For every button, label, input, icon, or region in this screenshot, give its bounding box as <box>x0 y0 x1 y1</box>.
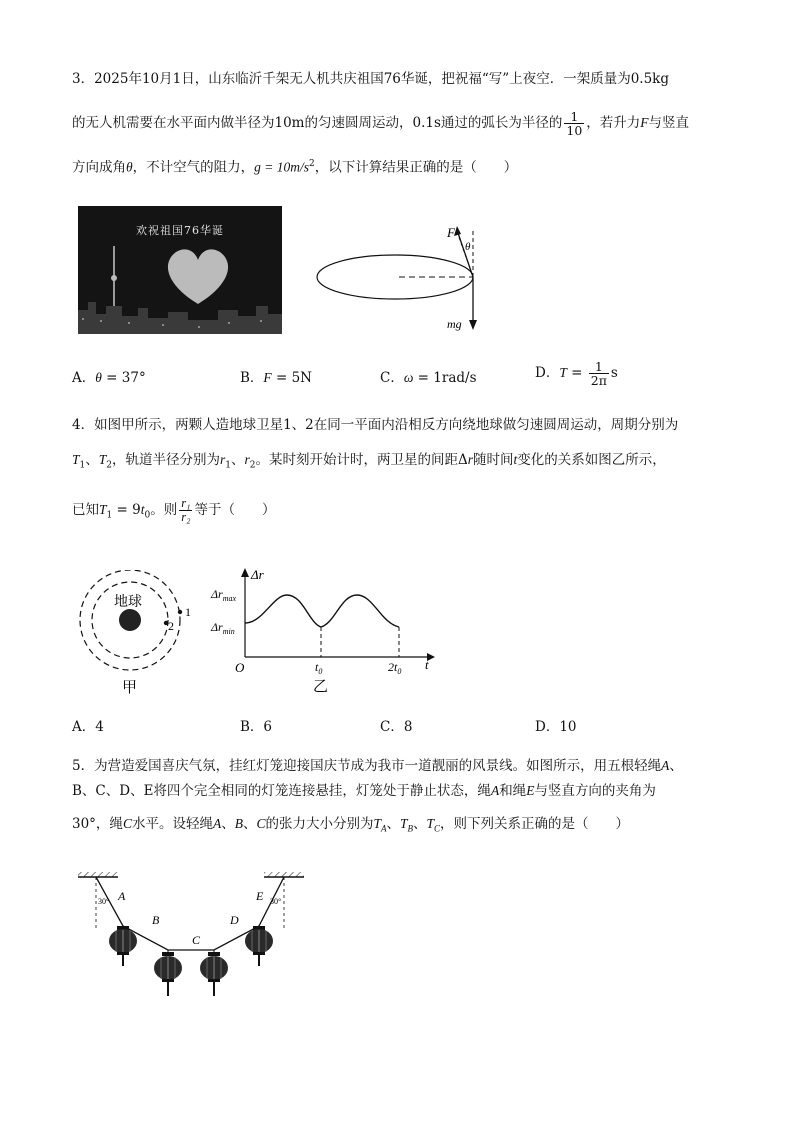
label-mg: mg <box>447 317 462 331</box>
sep: 、 <box>231 452 245 468</box>
q4-r1-sub: 1 <box>225 460 231 471</box>
earth-icon <box>119 609 141 631</box>
q5-rope-C3: C <box>256 816 266 831</box>
option-letter: C． <box>380 370 404 386</box>
q3-var-theta: θ <box>126 159 133 175</box>
earth-label: 地球 <box>114 595 142 610</box>
q3-text-3a: 方向成角 <box>72 159 126 176</box>
q3-text-3b: ，不计空气的阻力， <box>132 159 255 176</box>
satellite-1-dot <box>178 610 182 614</box>
q3-text-2c: 与竖直 <box>648 115 690 131</box>
q3-text-2b: ，若升力 <box>586 115 641 131</box>
q5-text-1: 5．为营造爱国喜庆气氛，挂红灯笼迎接国庆节成为我市一道靓丽的风景线。如图所示，用五根轻绳 <box>72 758 662 774</box>
q3-text-3c: ，以下计算结果正确的是（ ） <box>314 159 518 176</box>
q4-text-3a: 已知 <box>72 502 99 518</box>
option-value: = 37° <box>101 370 146 386</box>
q3-line-3 <box>72 155 517 177</box>
q3-option-b[interactable] <box>240 369 312 387</box>
q4-text-3b: 。则 <box>150 502 178 518</box>
q4-T2-sub: 2 <box>106 460 112 471</box>
q4-var-t: t <box>513 452 518 467</box>
q3-force-diagram <box>315 220 495 335</box>
frac-num: 1 <box>589 360 609 374</box>
x-t0-label: $t_0$ <box>315 660 323 676</box>
rope-label-D: D <box>230 913 239 927</box>
q5-TC: T <box>426 816 435 831</box>
q4-r2: r <box>244 452 250 467</box>
q3-option-c[interactable] <box>380 369 477 387</box>
q5-rope-E2: E <box>526 783 535 798</box>
q5-text-3c: 的张力大小分别为 <box>265 816 374 832</box>
option-var: F <box>263 370 272 385</box>
option-eq: = <box>566 365 587 381</box>
q5-TB: T <box>399 816 408 831</box>
option-unit: s <box>610 365 618 381</box>
q3-frac-numerator: 1 <box>564 110 584 124</box>
q5-text-3a: 30°，绳 <box>72 816 123 832</box>
q4-text-2b: 。某时刻开始计时，两卫星的间距Δ <box>255 452 468 468</box>
q4-option-c[interactable]: C．8 <box>380 719 413 735</box>
sep: 、 <box>85 452 99 468</box>
q4-T1: T <box>72 452 80 467</box>
q3-option-d[interactable] <box>535 360 618 387</box>
q4-option-a[interactable]: A．4 <box>72 719 104 735</box>
q4-option-b[interactable]: B．6 <box>240 719 273 735</box>
q4-cond-t0: t <box>140 502 145 517</box>
orbit-figure-jia <box>72 570 202 695</box>
q4-var-r: r <box>467 452 474 467</box>
rope-label-B: B <box>152 913 160 927</box>
q4-line-3 <box>72 497 275 525</box>
q4-cond-t0-sub: 0 <box>144 510 151 521</box>
q4-T1-sub: 1 <box>79 460 86 471</box>
q4-ratio-fraction <box>179 497 192 524</box>
q4-text-3c: 等于（ ） <box>194 502 276 518</box>
q3-text-1: 3．2025年10月1日，山东临沂千架无人机共庆祖国76华诞，把祝福“写”上夜空．一架质量为0.5kg <box>72 71 669 87</box>
sep: 、 <box>386 816 400 832</box>
sep: 、 <box>413 816 427 832</box>
q4-text-2c: 随时间 <box>473 452 514 468</box>
option-letter: D． <box>535 365 560 381</box>
x-axis-label: t <box>425 657 429 672</box>
q5-TB-sub: B <box>407 823 413 834</box>
q4-text-2a: ，轨道半径分别为 <box>112 452 220 468</box>
lantern-icon <box>200 952 228 996</box>
option-var: T <box>559 365 567 380</box>
q5-text-2b: 和绳 <box>499 783 527 799</box>
q4-T2: T <box>98 452 107 467</box>
q4-line-1 <box>72 416 678 434</box>
q3-line-1 <box>72 70 669 88</box>
figure-caption-yi: 乙 <box>313 679 329 695</box>
option-letter: A． <box>72 370 96 386</box>
distance-curve <box>245 595 399 627</box>
y-axis-label: Δr <box>251 567 264 582</box>
origin-label: O <box>235 660 245 675</box>
y-min-label: $\Delta r_{min}$ <box>211 620 235 636</box>
lantern-figure <box>78 868 308 1008</box>
q5-line-3 <box>72 815 629 838</box>
drone-show-photo <box>78 206 282 334</box>
q5-rope-A3: A <box>212 816 222 831</box>
y-axis-arrow <box>241 568 249 577</box>
q5-text-3d: ，则下列关系正确的是（ ） <box>440 816 630 832</box>
q4-text-1: 4．如图甲所示，两颗人造地球卫星1、2在同一平面内沿相反方向绕地球做匀速圆周运动，周期分别为 <box>72 417 679 433</box>
q3-frac-denominator: 10 <box>566 123 583 138</box>
lantern-icon <box>245 926 273 966</box>
q5-text-2c: 与竖直方向的夹角为 <box>534 783 656 799</box>
q3-line-2 <box>72 110 689 137</box>
q5-TA: T <box>373 816 381 831</box>
sep: 、 <box>669 758 683 774</box>
q3-fraction <box>564 110 584 137</box>
figure-caption-jia: 甲 <box>122 680 138 695</box>
q5-rope-A: A <box>661 758 670 773</box>
sat-2-label: 2 <box>168 619 174 633</box>
q4-r2-sub: 2 <box>249 460 256 471</box>
q5-line-2 <box>72 782 656 800</box>
gravity-arrow-head <box>469 320 477 330</box>
rope-label-C: C <box>192 933 201 947</box>
option-d-fraction <box>589 360 609 387</box>
q4-cond-T: T <box>99 502 107 517</box>
q5-rope-C: C <box>122 816 132 831</box>
sep: 、 <box>242 816 257 832</box>
y-max-label: $\Delta r_{max}$ <box>211 587 237 603</box>
q4-line-2 <box>72 451 666 475</box>
lift-force-arrow <box>457 230 473 277</box>
rope-label-A: A <box>118 889 126 903</box>
q4-cond-eq: = 9 <box>112 502 141 518</box>
q4-cond-sub: 1 <box>106 510 113 521</box>
lantern-icon <box>109 926 137 966</box>
angle-label-left: 30° <box>98 897 110 906</box>
label-F: F <box>447 225 455 240</box>
q3-text-2a: 的无人机需要在水平面内做半径为10m的匀速圆周运动，0.1s通过的弧长为半径的 <box>72 115 563 131</box>
q5-TA-sub: A <box>380 823 387 834</box>
lantern-icon <box>154 952 182 996</box>
option-var: ω <box>403 370 414 385</box>
sep: 、 <box>221 816 235 832</box>
option-letter: B． <box>240 370 264 386</box>
q5-rope-B3: B <box>234 816 243 831</box>
q5-TC-sub: C <box>434 823 441 834</box>
ratio-num: r₁ <box>181 496 191 510</box>
photo-scene <box>78 206 282 334</box>
x-2t0-label: $2t_0$ <box>388 660 402 676</box>
q5-line-1 <box>72 757 683 775</box>
label-theta: θ <box>465 241 471 253</box>
q5-text-3b: 水平。设轻绳 <box>131 816 213 832</box>
q4-r1: r <box>220 452 226 467</box>
sat-1-label: 1 <box>185 605 191 619</box>
rope-label-E: E <box>256 889 264 903</box>
q5-rope-A2: A <box>490 783 500 798</box>
q3-g-sup: 2 <box>309 159 315 169</box>
distance-time-graph-yi <box>205 565 440 695</box>
frac-den: 2π <box>590 373 607 388</box>
ratio-den: r₂ <box>181 510 191 524</box>
q4-text-2d: 变化的关系如图乙所示， <box>517 452 666 468</box>
option-var: θ <box>95 370 102 385</box>
angle-label-right: 30° <box>270 897 282 906</box>
q3-option-a[interactable] <box>72 369 146 387</box>
option-value: = 1rad/s <box>413 370 477 386</box>
q3-g-expr: g = 10m/s <box>254 159 310 175</box>
q5-text-2a: B、C、D、E将四个完全相同的灯笼连接悬挂，灯笼处于静止状态，绳 <box>72 783 491 799</box>
q3-var-F: F <box>640 115 649 130</box>
photo-caption: 欢祝祖国76华诞 <box>136 224 224 237</box>
option-value: = 5N <box>271 370 312 386</box>
q4-option-d[interactable]: D．10 <box>535 719 577 735</box>
